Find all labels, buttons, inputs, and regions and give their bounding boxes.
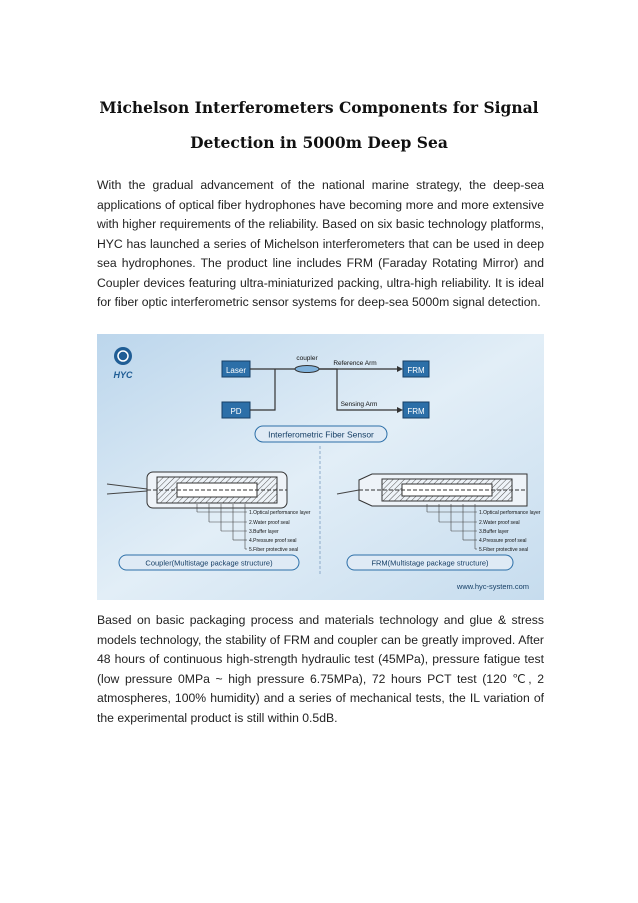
sensing-arm-label: Sensing Arm	[340, 401, 378, 408]
title-line-1: Michelson Interferometers Components for Signal	[99, 98, 539, 117]
laser-label: Laser	[225, 366, 247, 375]
coupler-element	[295, 366, 319, 373]
right-layer-4: 4.Pressure proof seal	[479, 538, 527, 544]
left-layer-5: 5.Fiber protective seal	[249, 547, 299, 553]
pd-label: PD	[230, 407, 242, 416]
coupler-label: coupler	[296, 355, 318, 362]
right-layer-1: 1.Optical performance layer	[479, 510, 541, 516]
logo-text: HYC	[113, 370, 133, 380]
right-layer-2: 2.Water proof seal	[479, 520, 520, 526]
right-layer-3: 3.Buffer layer	[479, 529, 509, 535]
right-layer-5: 5.Fiber protective seal	[479, 547, 529, 553]
results-paragraph: Based on basic packaging process and materials technology and glue & stress models technology, the stability of FRM and coupler can be greatly improved. After 48 hours of continuous high-strength hydraulic test (45MPa), pressure fatigue test (low pressure 0MPa ~ high pressure 6.75MPa), 72 hours PCT test (120 ℃, 2 atmospheres, 100% humidity) and a series of mechanical tests, the IL variation of the experimental product is still within 0.5dB.	[97, 613, 544, 725]
product-figure	[97, 334, 544, 600]
reference-arm-label: Reference Arm	[333, 360, 377, 367]
left-layer-1: 1.Optical performance layer	[249, 510, 311, 516]
frm-caption: FRM(Multistage package structure)	[371, 558, 489, 568]
coupler-caption: Coupler(Multistage package structure)	[145, 558, 273, 568]
intro-paragraph: With the gradual advancement of the national marine strategy, the deep-sea applications of optical fiber hydrophones have becoming more and more extensive with higher requirements of the reliability. Based on six basic technology platforms, HYC has launched a series of Michelson interferometers that can be used in deep sea hydrophones. The product line includes FRM (Faraday Rotating Mirror) and Coupler devices featuring ultra-miniaturized packing, ultra-high reliability. It is ideal for fiber optic interferometric sensor systems for deep-sea 5000m signal detection.	[97, 178, 544, 309]
left-layer-4: 4.Pressure proof seal	[249, 538, 297, 544]
website-text: www.hyc-system.com	[456, 582, 529, 591]
sensor-title: Interferometric Fiber Sensor	[268, 429, 374, 440]
left-layer-2: 2.Water proof seal	[249, 520, 290, 526]
frm-top-label: FRM	[407, 366, 425, 375]
title-line-2: Detection in 5000m Deep Sea	[190, 133, 448, 152]
frm-bottom-label: FRM	[407, 407, 425, 416]
left-layer-3: 3.Buffer layer	[249, 529, 279, 535]
